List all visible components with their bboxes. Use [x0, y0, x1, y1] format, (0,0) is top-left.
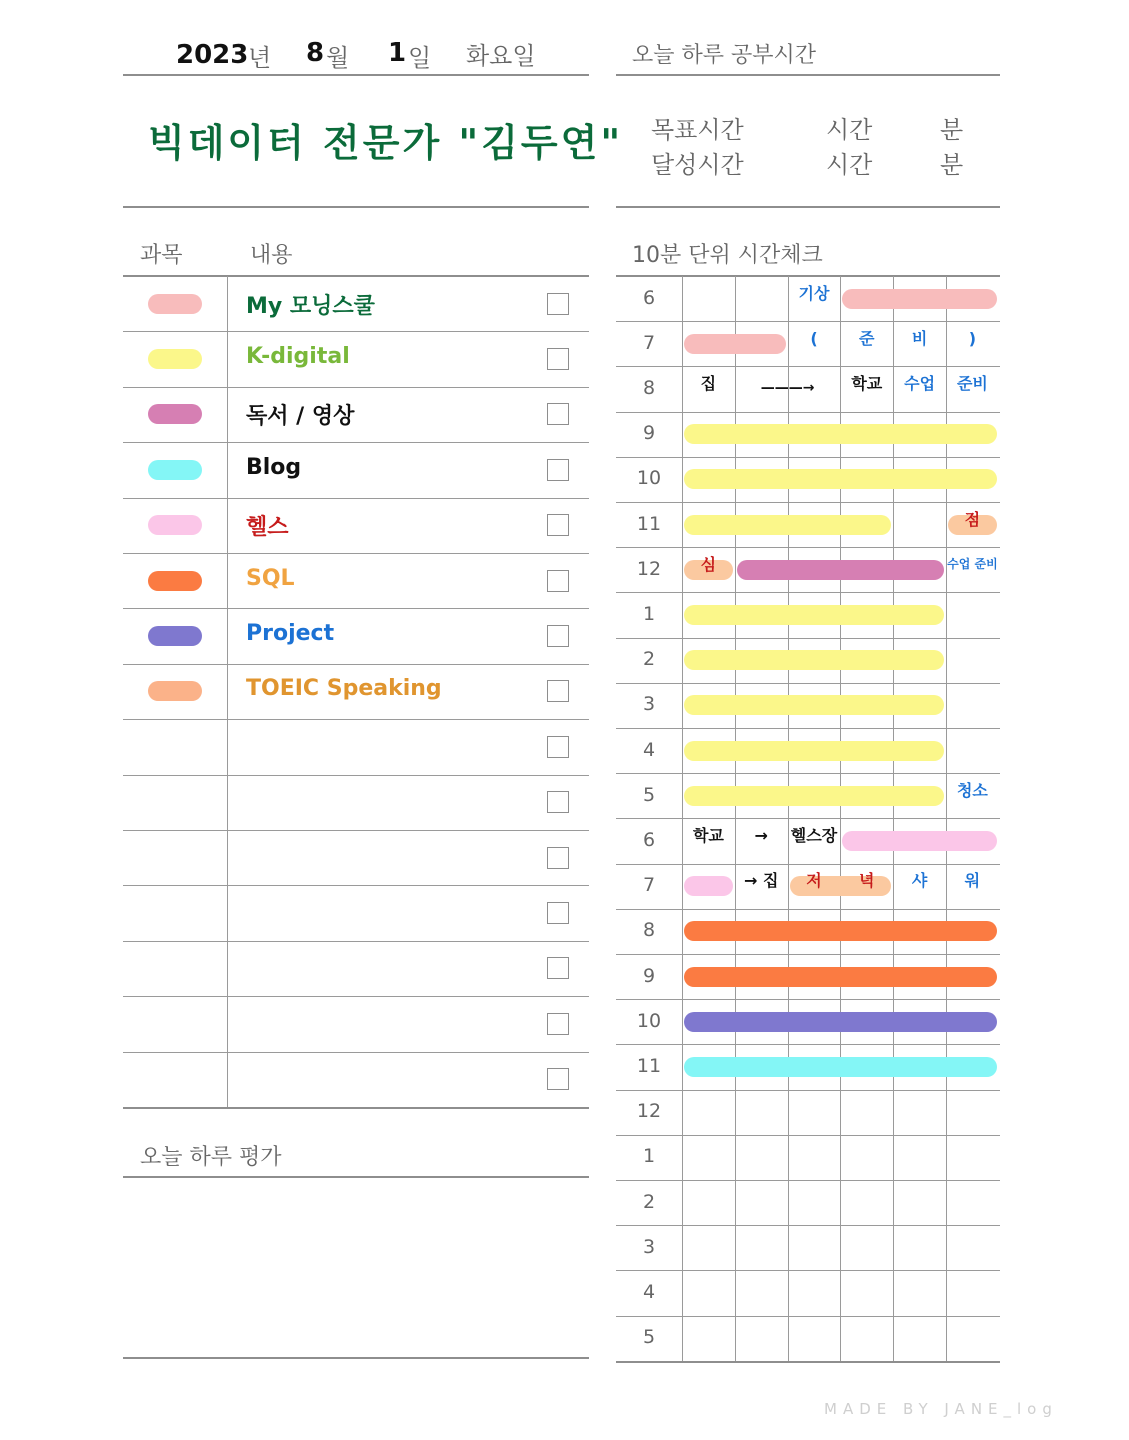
time-grid-cell[interactable] [840, 1316, 893, 1361]
time-grid-hour-label: 7 [642, 874, 656, 897]
subject-checkbox[interactable] [547, 570, 569, 592]
footer-credit: MADE BY JANE_log [824, 1400, 1058, 1418]
title-divider-left [123, 206, 589, 208]
time-grid-cell[interactable] [893, 1316, 946, 1361]
time-grid-hour-label: 11 [636, 1055, 662, 1077]
time-grid-cell[interactable] [946, 592, 999, 637]
subject-checkbox[interactable] [547, 514, 569, 536]
subject-label: TOEIC Speaking [246, 676, 442, 702]
time-grid-cell[interactable] [682, 1225, 735, 1270]
time-grid-cell[interactable] [788, 1135, 841, 1180]
time-grid-hour-label: 7 [642, 331, 656, 354]
time-grid-hour-label: 6 [642, 286, 656, 309]
time-grid-note: 수업 준비 [947, 556, 998, 571]
subject-row [123, 664, 589, 719]
study-time-divider [616, 206, 1000, 208]
time-grid-cell[interactable] [893, 1090, 946, 1135]
subject-row [123, 1052, 589, 1107]
date-month: 8 [306, 38, 325, 68]
subject-label: SQL [246, 565, 295, 591]
date-weekday: 화요일 [466, 42, 536, 70]
time-grid-hour-label: 4 [642, 1281, 656, 1303]
time-grid-hour-label: 8 [642, 377, 656, 399]
time-grid-cell[interactable] [840, 1135, 893, 1180]
page-title: 빅데이터 전문가 "김두연" [148, 121, 624, 165]
goal-hour-unit: 시간 [826, 116, 873, 144]
evaluation-area[interactable] [123, 1178, 589, 1356]
time-grid-bar [684, 424, 997, 444]
time-grid-cell[interactable] [946, 1090, 999, 1135]
time-grid-cell[interactable] [735, 1316, 788, 1361]
evaluation-title: 오늘 하루 평가 [140, 1145, 282, 1170]
time-grid-cell[interactable] [946, 728, 999, 773]
time-grid-cell[interactable] [735, 1180, 788, 1225]
subject-row [123, 498, 589, 553]
time-grid-cell[interactable] [840, 1180, 893, 1225]
goal-time-label: 목표시간 [651, 116, 744, 144]
subject-row [123, 941, 589, 996]
time-grid-hour-label: 5 [642, 1326, 656, 1349]
header-divider-left [123, 74, 589, 76]
subject-label: 독서 / 영상 [246, 404, 355, 430]
time-grid-bar [684, 605, 944, 625]
time-grid-cell[interactable] [840, 1090, 893, 1135]
subject-row [123, 830, 589, 885]
subject-row [123, 276, 589, 331]
time-grid-note: 심 [700, 554, 717, 574]
time-grid-bar [684, 741, 944, 761]
time-grid-cell[interactable] [735, 1270, 788, 1315]
subject-row [123, 885, 589, 940]
subject-color-swatch [148, 681, 202, 701]
time-grid-note: 기상 [798, 283, 830, 303]
time-grid-bar [684, 334, 786, 354]
date-year-unit: 년 [248, 44, 272, 72]
subject-checkbox[interactable] [547, 847, 569, 869]
time-grid-note: → [754, 826, 768, 845]
time-grid-note: ( [810, 328, 818, 348]
time-grid-hour-label: 5 [642, 783, 656, 806]
time-grid-note: 학교 [692, 826, 724, 845]
time-grid-note: 준 [859, 328, 875, 348]
time-grid-bar [737, 560, 944, 580]
subject-row [123, 553, 589, 608]
subject-checkbox[interactable] [547, 348, 569, 370]
time-grid-hour-label: 11 [636, 512, 662, 535]
time-grid-bar [842, 831, 996, 851]
date-day: 1 [388, 38, 407, 68]
subject-row [123, 719, 589, 774]
time-grid-cell[interactable] [682, 276, 735, 321]
time-grid-note: 집 [700, 374, 717, 393]
date-year: 2023 [176, 40, 249, 70]
subject-row [123, 442, 589, 497]
timecheck-title: 10분 단위 시간체크 [632, 243, 823, 268]
subject-checkbox[interactable] [547, 1068, 569, 1090]
time-grid-cell[interactable] [946, 638, 999, 683]
subject-checkbox[interactable] [547, 1013, 569, 1035]
study-time-title: 오늘 하루 공부시간 [632, 43, 817, 68]
time-grid-hour-label: 3 [642, 693, 656, 716]
time-grid-hour-label: 12 [636, 1100, 662, 1123]
subject-checkbox[interactable] [547, 902, 569, 924]
time-grid-cell[interactable] [946, 1316, 999, 1361]
time-grid-hour-label: 6 [642, 829, 656, 851]
time-grid-hour-label: 8 [642, 919, 656, 942]
time-grid-cell[interactable] [946, 1225, 999, 1270]
time-grid-note: 청소 [956, 780, 988, 800]
subject-color-swatch [148, 294, 202, 314]
time-grid-bar [684, 876, 733, 896]
time-grid-cell[interactable] [735, 276, 788, 321]
achieved-hour-unit: 시간 [826, 151, 873, 179]
subject-checkbox[interactable] [547, 625, 569, 647]
time-grid-cell[interactable] [682, 1316, 735, 1361]
subject-color-swatch [148, 515, 202, 535]
time-grid-note: 준비 [956, 374, 988, 393]
time-grid-note: 헬스장 [790, 826, 838, 845]
subject-row [123, 608, 589, 663]
subject-bottom-divider [123, 1107, 589, 1109]
time-grid-hour-label: 2 [642, 1190, 656, 1213]
time-grid-note: 워 [964, 871, 981, 891]
subject-label: K-digital [246, 344, 350, 370]
subject-checkbox[interactable] [547, 403, 569, 425]
time-grid-bar [684, 1057, 997, 1077]
time-grid-note: 샤 [911, 871, 928, 891]
time-grid-cell[interactable] [682, 1090, 735, 1135]
time-grid-note: ———→ [760, 380, 815, 396]
time-grid-cell[interactable] [788, 1225, 841, 1270]
subject-checkbox[interactable] [547, 459, 569, 481]
subject-checkbox[interactable] [547, 680, 569, 702]
time-grid-cell[interactable] [682, 1135, 735, 1180]
time-grid-cell[interactable] [893, 1180, 946, 1225]
time-grid-note: ) [968, 328, 977, 348]
time-grid-cell[interactable] [788, 1316, 841, 1361]
subject-label: Project [246, 621, 335, 647]
time-grid-bar [684, 1012, 997, 1032]
subject-checkbox[interactable] [547, 957, 569, 979]
subject-color-swatch [148, 349, 202, 369]
time-grid-cell[interactable] [893, 1225, 946, 1270]
time-grid-cell[interactable] [788, 1090, 841, 1135]
time-grid-cell[interactable] [682, 1180, 735, 1225]
date-month-unit: 월 [326, 44, 350, 72]
subject-color-swatch [148, 626, 202, 646]
time-grid-cell[interactable] [735, 1225, 788, 1270]
time-grid-bar [684, 921, 997, 941]
time-grid-note: 수업 [904, 374, 936, 393]
time-grid-hour-label: 10 [636, 467, 662, 490]
achieved-minute-unit: 분 [940, 151, 964, 179]
col-content-header: 내용 [250, 243, 293, 268]
subject-row [123, 331, 589, 386]
time-grid-bar [684, 786, 944, 806]
subject-color-swatch [148, 571, 202, 591]
time-grid-cell[interactable] [946, 1180, 999, 1225]
time-grid-bar [684, 650, 944, 670]
col-subject-header: 과목 [140, 243, 183, 268]
time-grid-cell[interactable] [682, 1270, 735, 1315]
time-grid-bar [842, 289, 996, 309]
time-grid-note: 점 [964, 509, 981, 529]
time-grid-note: 비 [911, 328, 928, 348]
subject-color-swatch [148, 404, 202, 424]
time-grid-cell[interactable] [735, 1135, 788, 1180]
header-divider-right [616, 74, 1000, 76]
time-grid-hour-label: 9 [642, 422, 656, 445]
time-grid-cell[interactable] [946, 1270, 999, 1315]
achieved-time-label: 달성시간 [651, 151, 744, 179]
subject-row [123, 996, 589, 1051]
subject-checkbox[interactable] [547, 791, 569, 813]
subject-label: Blog [246, 454, 302, 480]
time-grid-cell[interactable] [946, 683, 999, 728]
time-grid-note: 학교 [851, 374, 883, 393]
time-grid-hour-label: 10 [636, 1009, 662, 1032]
time-grid-cell[interactable] [840, 1270, 893, 1315]
subject-label: 헬스 [246, 515, 289, 541]
time-grid-hour-label: 1 [642, 1145, 656, 1168]
subject-row [123, 775, 589, 830]
evaluation-divider-bottom [123, 1357, 589, 1359]
time-grid-cell[interactable] [893, 502, 946, 547]
time-grid-bar [684, 469, 997, 489]
time-grid-hour-label: 9 [642, 964, 656, 987]
time-grid-bar [684, 695, 944, 715]
subject-checkbox[interactable] [547, 736, 569, 758]
goal-minute-unit: 분 [940, 116, 964, 144]
time-grid-cell[interactable] [788, 1180, 841, 1225]
time-grid-note: 녁 [859, 871, 875, 891]
subject-row [123, 387, 589, 442]
time-grid-row-line [616, 1361, 1000, 1363]
time-grid-cell[interactable] [788, 1270, 841, 1315]
time-grid-bar [684, 515, 891, 535]
time-grid-hour-label: 2 [642, 648, 656, 671]
subject-label: My 모닝스쿨 [246, 293, 375, 319]
time-grid-hour-label: 4 [642, 738, 656, 761]
time-grid-hour-label: 3 [642, 1235, 656, 1258]
subject-checkbox[interactable] [547, 293, 569, 315]
time-grid-cell[interactable] [840, 1225, 893, 1270]
time-grid-note: 저 [806, 871, 822, 891]
time-grid-note: → 집 [743, 871, 779, 891]
time-grid-cell[interactable] [893, 1135, 946, 1180]
time-grid-cell[interactable] [735, 1090, 788, 1135]
time-grid-hour-label: 12 [636, 557, 662, 580]
time-grid-hour-label: 1 [642, 603, 656, 625]
time-grid-bar [684, 967, 997, 987]
time-grid-cell[interactable] [893, 1270, 946, 1315]
subject-color-swatch [148, 460, 202, 480]
date-day-unit: 일 [408, 44, 432, 72]
time-grid-cell[interactable] [946, 1135, 999, 1180]
